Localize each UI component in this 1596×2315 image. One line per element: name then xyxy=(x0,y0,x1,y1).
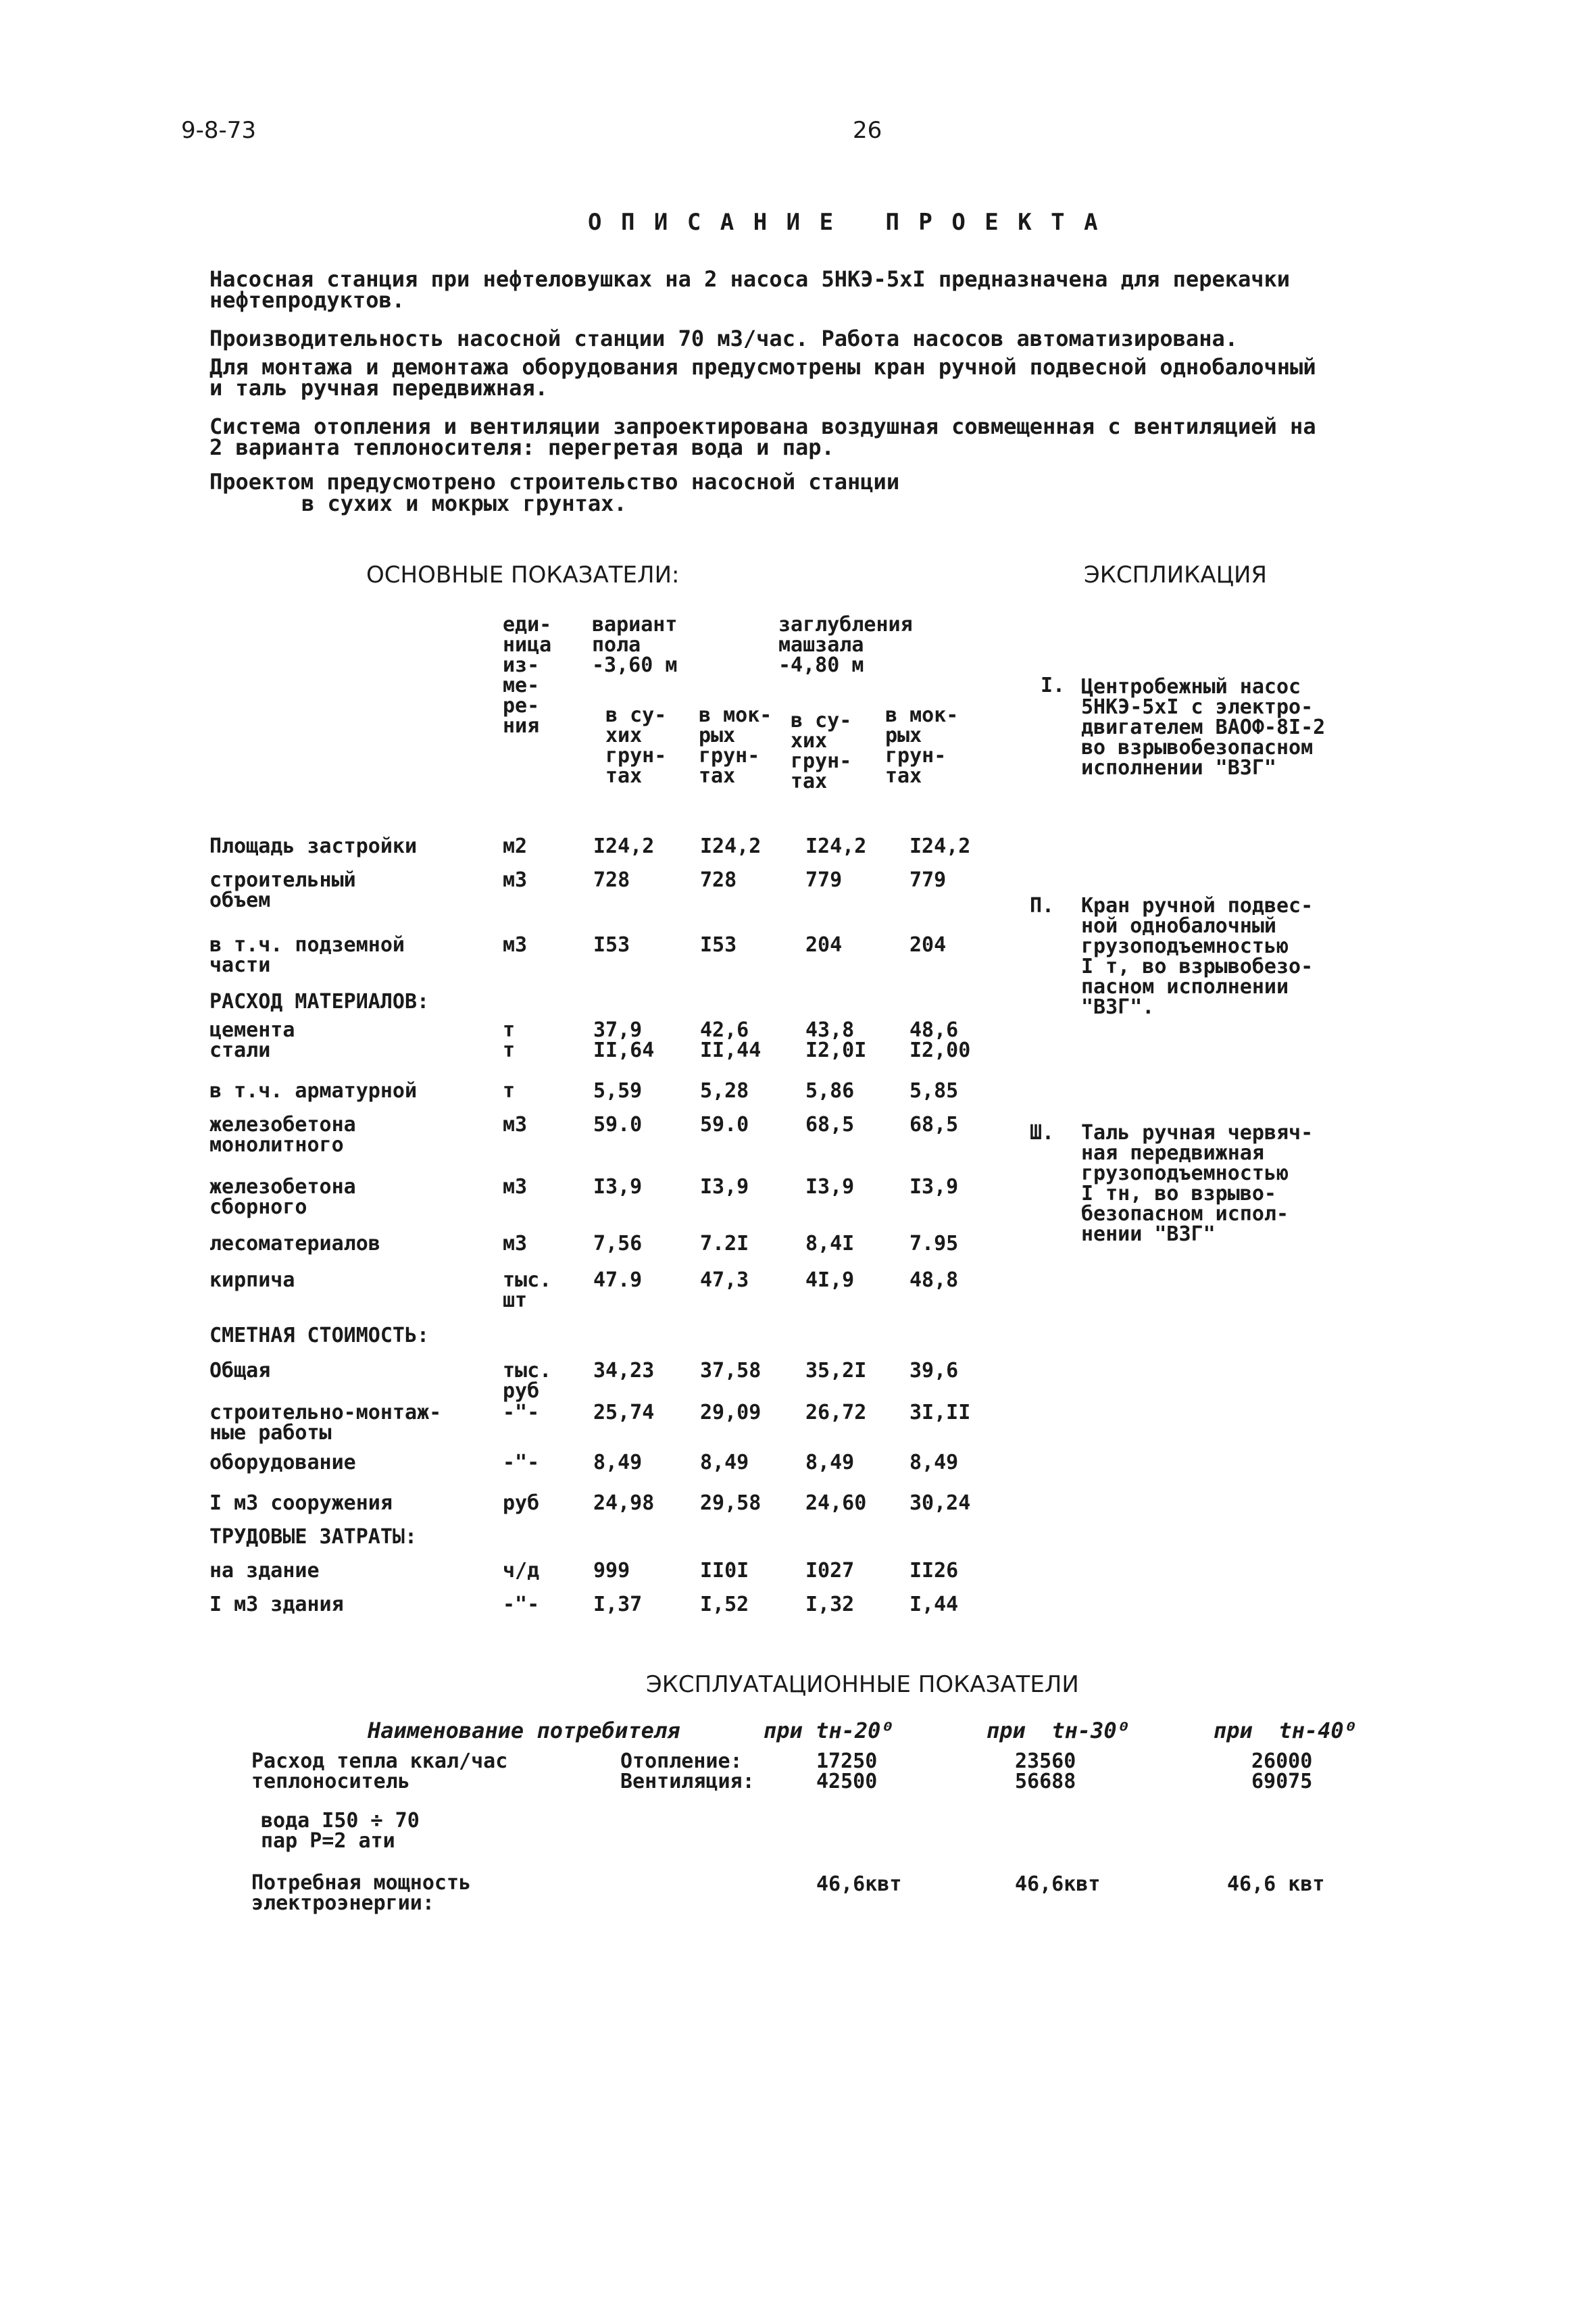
indicator-unit: тыс. шт xyxy=(503,1268,552,1312)
indicator-value: 47,3 xyxy=(700,1268,749,1292)
indicator-unit: м3 xyxy=(503,1232,528,1255)
indicator-value: 59.0 xyxy=(593,1113,643,1137)
indicator-label: Площадь застройки xyxy=(209,835,418,858)
heat-value-t30: 23560 56688 xyxy=(1015,1749,1076,1793)
indicator-unit: -"- xyxy=(503,1593,540,1616)
indicator-value: I,37 xyxy=(593,1593,643,1616)
subheader-dry: в су- хих грун- тах xyxy=(791,709,852,793)
indicator-label: цемента стали xyxy=(209,1018,295,1062)
indicator-unit: т т xyxy=(503,1018,516,1062)
paragraph: Для монтажа и демонтажа оборудования предусмотрены кран ручной подвесной однобалочный и таль ручная передвижная. xyxy=(209,354,1316,401)
indicator-value: I24,2 xyxy=(909,835,971,858)
indicator-value: 24,98 xyxy=(593,1491,655,1515)
col-header-variant: вариант пола -3,60 м xyxy=(592,613,678,677)
paragraph: Производительность насосной станции 70 м3/час. Работа насосов автоматизирована. xyxy=(209,326,1238,351)
indicator-unit: м3 xyxy=(503,1113,528,1137)
indicator-value: 39,6 xyxy=(909,1359,959,1383)
indicator-value: I3,9 xyxy=(700,1175,749,1199)
indicator-value: 4I,9 xyxy=(805,1268,855,1292)
indicator-unit: -"- xyxy=(503,1451,540,1474)
indicator-value: I24,2 xyxy=(805,835,867,858)
indicator-value: 8,49 xyxy=(909,1451,959,1474)
indicator-value: 5,86 xyxy=(805,1079,855,1103)
heat-carrier-options: вода I50 ÷ 70 пар Р=2 ати xyxy=(261,1809,420,1853)
indicator-value: 68,5 xyxy=(805,1113,855,1137)
indicator-unit: -"- xyxy=(503,1401,540,1424)
indicator-value: 24,60 xyxy=(805,1491,867,1515)
indicator-value: 29,09 xyxy=(700,1401,762,1424)
indicator-value: 728 xyxy=(700,868,737,892)
explication-heading: ЭКСПЛИКАЦИЯ xyxy=(1084,562,1268,589)
col-header-t20: при tн-20⁰ xyxy=(764,1718,894,1743)
indicator-label: I м3 сооружения xyxy=(209,1491,393,1515)
indicator-value: 5,59 xyxy=(593,1079,643,1103)
indicator-label: СМЕТНАЯ СТОИМОСТЬ: xyxy=(209,1324,430,1347)
indicator-value: 37,58 xyxy=(700,1359,762,1383)
indicator-value: 8,49 xyxy=(593,1451,643,1474)
explication-item-number: I. xyxy=(1041,674,1066,697)
explication-item-text: Центробежный насос 5НКЭ-5хI с электро- двигателем ВАОФ-8I-2 во взрывобезопасном исполнении "ВЗГ" xyxy=(1081,675,1326,780)
indicator-value: 34,23 xyxy=(593,1359,655,1383)
indicator-value: 25,74 xyxy=(593,1401,655,1424)
indicator-value: 47.9 xyxy=(593,1268,643,1292)
power-value-t20: 46,6квт xyxy=(816,1872,902,1896)
indicator-value: 8,4I xyxy=(805,1232,855,1255)
indicator-unit: м3 xyxy=(503,868,528,892)
explication-item-number: П. xyxy=(1030,894,1055,918)
indicator-value: I,32 xyxy=(805,1593,855,1616)
indicator-value: I,52 xyxy=(700,1593,749,1616)
indicator-unit: м3 xyxy=(503,1175,528,1199)
indicator-value: 48,8 xyxy=(909,1268,959,1292)
indicator-value: 42,6 II,44 xyxy=(700,1018,762,1062)
indicator-value: 30,24 xyxy=(909,1491,971,1515)
indicator-label: I м3 здания xyxy=(209,1593,344,1616)
indicator-value: II26 xyxy=(909,1559,959,1583)
power-value-t30: 46,6квт xyxy=(1015,1872,1101,1896)
indicator-label: лесоматериалов xyxy=(209,1232,380,1255)
col-header-t40: при tн-40⁰ xyxy=(1214,1718,1357,1743)
paragraph: Система отопления и вентиляции запроектирована воздушная совмещенная с вентиляцией на 2 варианта теплоносителя: перегретая вода и пар. xyxy=(209,414,1316,460)
operational-heading: ЭКСПЛУАТАЦИОННЫЕ ПОКАЗАТЕЛИ xyxy=(646,1671,1079,1698)
indicator-value: 8,49 xyxy=(700,1451,749,1474)
indicator-unit: м3 xyxy=(503,933,528,957)
page-title: О П И С А Н И Е П Р О Е К Т А xyxy=(588,209,1101,236)
indicator-value: 68,5 xyxy=(909,1113,959,1137)
indicator-value: 779 xyxy=(909,868,947,892)
paragraph: в сухих и мокрых грунтах. xyxy=(301,491,627,516)
indicator-label: строительный объем xyxy=(209,868,356,912)
indicator-label: в т.ч. подземной части xyxy=(209,933,405,977)
heat-consumption-label: Расход тепла ккал/час теплоноситель xyxy=(251,1749,508,1793)
power-label: Потребная мощность электроэнергии: xyxy=(251,1871,472,1915)
indicator-value: 7,56 xyxy=(593,1232,643,1255)
indicator-label: оборудование xyxy=(209,1451,356,1474)
indicator-value: 204 xyxy=(909,933,947,957)
page-number: 26 xyxy=(853,117,882,144)
explication-item-text: Кран ручной подвес- ной однобалочный грузоподъемностью I т, во взрывобезо- пасном исполнении "ВЗГ". xyxy=(1081,894,1314,1019)
explication-item-text: Таль ручная червяч- ная передвижная грузоподъемностью I тн, во взрыво- безопасном испол- нении "ВЗГ" xyxy=(1081,1121,1314,1246)
col-header-t30: при tн-30⁰ xyxy=(987,1718,1130,1743)
indicator-value: I,44 xyxy=(909,1593,959,1616)
indicator-unit: т xyxy=(503,1079,516,1103)
indicator-value: 3I,II xyxy=(909,1401,971,1424)
indicator-value: I027 xyxy=(805,1559,855,1583)
indicator-value: 29,58 xyxy=(700,1491,762,1515)
indicator-label: железобетона монолитного xyxy=(209,1113,356,1157)
indicator-value: 999 xyxy=(593,1559,630,1583)
document-code: 9-8-73 xyxy=(181,117,257,144)
explication-item-number: Ш. xyxy=(1030,1121,1055,1145)
indicator-value: I53 xyxy=(593,933,630,957)
indicator-value: 26,72 xyxy=(805,1401,867,1424)
power-value-t40: 46,6 квт xyxy=(1227,1872,1325,1896)
indicator-value: 7.95 xyxy=(909,1232,959,1255)
indicator-value: I53 xyxy=(700,933,737,957)
indicator-value: I3,9 xyxy=(805,1175,855,1199)
indicator-label: на здание xyxy=(209,1559,320,1583)
heat-value-t40: 26000 69075 xyxy=(1251,1749,1313,1793)
indicator-value: 35,2I xyxy=(805,1359,867,1383)
indicator-value: 7.2I xyxy=(700,1232,749,1255)
indicator-value: I3,9 xyxy=(909,1175,959,1199)
subheader-wet: в мок- рых грун- тах xyxy=(699,703,772,788)
col-header-consumer: Наименование потребителя xyxy=(368,1718,680,1743)
indicator-value: I3,9 xyxy=(593,1175,643,1199)
paragraph: Проектом предусмотрено строительство насосной станции xyxy=(209,469,900,495)
indicators-heading: ОСНОВНЫЕ ПОКАЗАТЕЛИ: xyxy=(366,562,680,589)
indicator-label: Общая xyxy=(209,1359,271,1383)
indicator-label: железобетона сборного xyxy=(209,1175,356,1219)
indicator-value: 779 xyxy=(805,868,843,892)
indicator-unit: ч/д xyxy=(503,1559,540,1583)
indicator-label: кирпича xyxy=(209,1268,295,1292)
indicator-unit: руб xyxy=(503,1491,540,1515)
indicator-value: 59.0 xyxy=(700,1113,749,1137)
indicator-value: 5,85 xyxy=(909,1079,959,1103)
indicator-label: ТРУДОВЫЕ ЗАТРАТЫ: xyxy=(209,1525,418,1549)
indicator-unit: тыс. руб xyxy=(503,1359,552,1403)
subheader-dry: в су- хих грун- тах xyxy=(605,703,667,788)
subheader-wet: в мок- рых грун- тах xyxy=(885,703,959,788)
indicator-value: I24,2 xyxy=(700,835,762,858)
indicator-value: 43,8 I2,0I xyxy=(805,1018,867,1062)
indicator-unit: м2 xyxy=(503,835,528,858)
indicator-value: 728 xyxy=(593,868,630,892)
indicator-value: I24,2 xyxy=(593,835,655,858)
paragraph: Насосная станция при нефтеловушках на 2 насоса 5НКЭ-5хI предназначена для перекачки нефтепродуктов. xyxy=(209,266,1291,313)
indicator-label: в т.ч. арматурной xyxy=(209,1079,418,1103)
indicator-label: строительно-монтаж- ные работы xyxy=(209,1401,442,1445)
indicator-label: РАСХОД МАТЕРИАЛОВ: xyxy=(209,990,430,1014)
indicator-value: 8,49 xyxy=(805,1451,855,1474)
indicator-value: 204 xyxy=(805,933,843,957)
indicator-value: 48,6 I2,00 xyxy=(909,1018,971,1062)
heat-value-t20: 17250 42500 xyxy=(816,1749,878,1793)
col-header-unit: еди- ница из- ме- ре- ния xyxy=(503,613,552,738)
col-header-depth: заглубления машзала -4,80 м xyxy=(778,613,913,677)
indicator-value: 5,28 xyxy=(700,1079,749,1103)
indicator-value: II0I xyxy=(700,1559,749,1583)
heat-types: Отопление: Вентиляция: xyxy=(620,1749,755,1793)
indicator-value: 37,9 II,64 xyxy=(593,1018,655,1062)
